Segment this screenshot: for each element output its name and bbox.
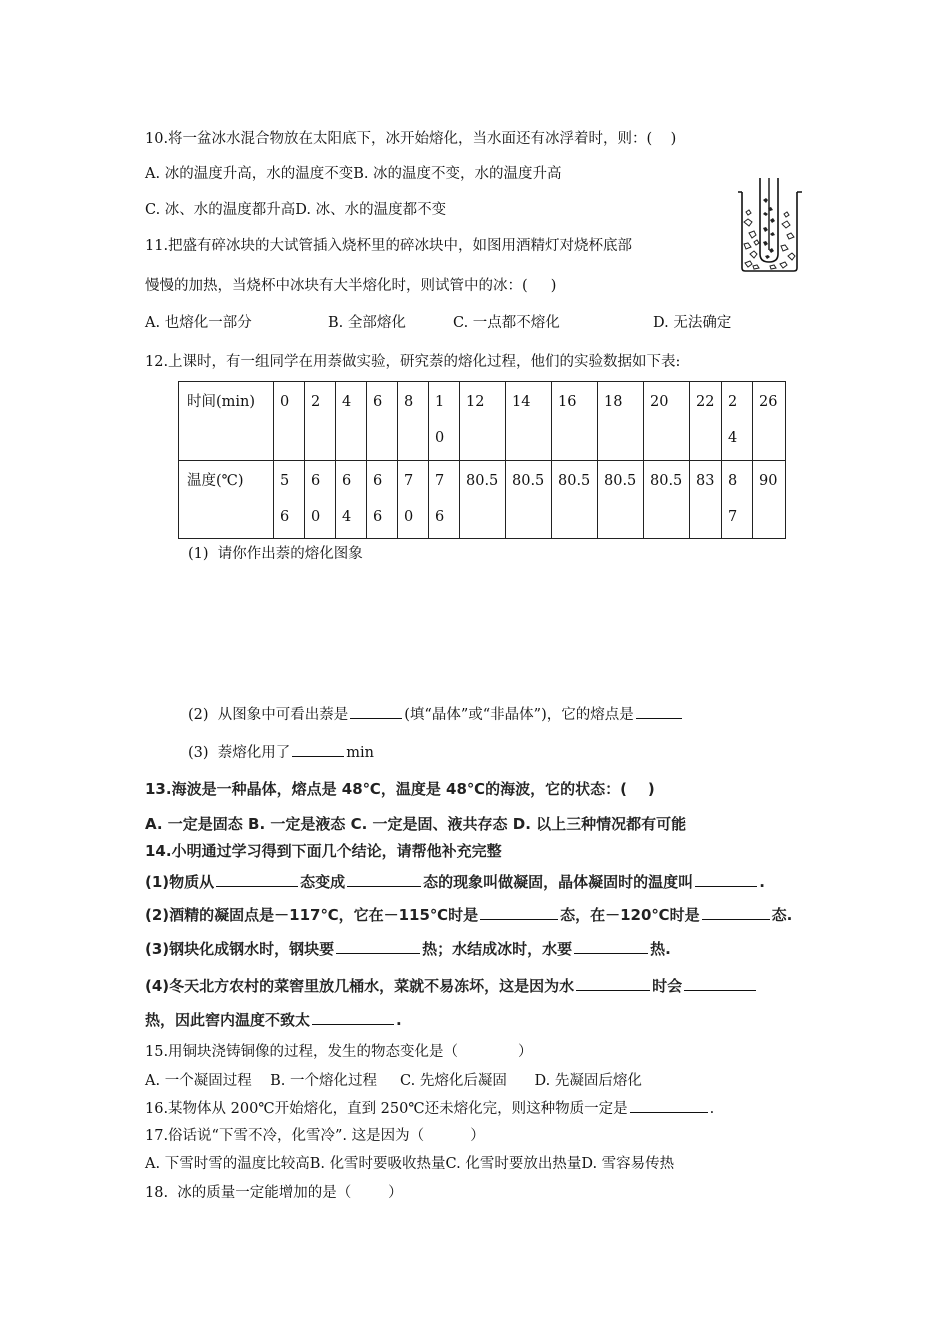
q17-options: A. 下雪时雪的温度比较高B. 化雪时要吸收热量C. 化雪时要放出热量D. 雪容易传热 — [145, 1156, 675, 1172]
q15-stem: 15.用铜块浇铸铜像的过程，发生的物态变化是（ ） — [145, 1044, 533, 1060]
time-cell: 6 — [367, 382, 398, 461]
time-cell: 22 — [690, 382, 722, 461]
q12-sub3: (3) 萘熔化用了 min — [188, 745, 374, 761]
time-cell: 20 — [644, 382, 690, 461]
temperature-cell: 76 — [429, 460, 460, 539]
temperature-cell: 56 — [274, 460, 305, 539]
q13-stem: 13.海波是一种晶体，熔点是 48℃，温度是 48℃的海波，它的状态：( ) — [145, 780, 655, 798]
q14-line5: 热，因此窖内温度不致太 . — [145, 1011, 402, 1029]
q14-line3: (3)钢块化成钢水时，钢块要 热；水结成冰时，水要 热. — [145, 940, 671, 958]
table-row-time — [179, 382, 786, 461]
beaker-figure — [732, 178, 810, 274]
temperature-cell: 80.5 — [506, 460, 552, 539]
q17-stem: 17.俗话说“下雪不冷，化雪冷”. 这是因为（ ） — [145, 1128, 485, 1144]
q11-option-b: B. 全部熔化 — [328, 315, 406, 331]
q14-line1: (1)物质从 态变成 态的现象叫做凝固，晶体凝固时的温度叫 . — [145, 873, 765, 891]
q13-options: A. 一定是固态 B. 一定是液态 C. 一定是固、液共存态 D. 以上三种情况都有可能 — [145, 815, 687, 833]
time-cell: 10 — [429, 382, 460, 461]
temperature-cell: 83 — [690, 460, 722, 539]
time-cell: 26 — [753, 382, 786, 461]
temperature-cell: 80.5 — [552, 460, 598, 539]
time-cell: 16 — [552, 382, 598, 461]
q14-line4: (4)冬天北方农村的菜窖里放几桶水，菜就不易冻坏，这是因为水 时会 — [145, 976, 758, 996]
temperature-cell: 64 — [336, 460, 367, 539]
time-cell: 24 — [722, 382, 753, 461]
temperature-cell: 66 — [367, 460, 398, 539]
temperature-cell: 70 — [398, 460, 429, 539]
q11-option-c: C. 一点都不熔化 — [453, 315, 560, 331]
time-header: 时间(min) — [179, 382, 274, 461]
q11-stem-line1: 11.把盛有碎冰块的大试管插入烧杯里的碎冰块中，如图用酒精灯对烧杯底部 — [145, 238, 633, 254]
q12-sub1: (1) 请你作出萘的熔化图象 — [188, 546, 363, 562]
time-cell: 18 — [598, 382, 644, 461]
temperature-cell: 80.5 — [598, 460, 644, 539]
q11-option-d: D. 无法确定 — [653, 315, 732, 331]
q11-option-a: A. 也熔化一部分 — [145, 315, 252, 331]
q18-stem: 18. 冰的质量一定能增加的是（ ） — [145, 1185, 403, 1201]
temperature-cell: 90 — [753, 460, 786, 539]
q14-line2: (2)酒精的凝固点是－117℃，它在－115℃时是 态，在－120℃时是 态. — [145, 906, 793, 924]
q12-stem: 12.上课时，有一组同学在用萘做实验，研究萘的熔化过程，他们的实验数据如下表: — [145, 354, 681, 370]
time-cell: 2 — [305, 382, 336, 461]
time-cell: 0 — [274, 382, 305, 461]
temperature-cell: 60 — [305, 460, 336, 539]
q10-options-cd: C. 冰、水的温度都升高D. 冰、水的温度都不变 — [145, 202, 447, 218]
table-row-temperature — [179, 460, 786, 539]
q15-options: A. 一个凝固过程 B. 一个熔化过程 C. 先熔化后凝固 D. 先凝固后熔化 — [145, 1073, 642, 1089]
temperature-cell: 80.5 — [644, 460, 690, 539]
melting-data-table — [178, 381, 786, 539]
time-cell: 4 — [336, 382, 367, 461]
q16-stem: 16.某物体从 200℃开始熔化，直到 250℃还未熔化完，则这种物质一定是 . — [145, 1101, 715, 1117]
q11-stem-line2: 慢慢的加热，当烧杯中冰块有大半熔化时，则试管中的冰：( ) — [145, 278, 557, 294]
temperature-header: 温度(℃) — [179, 460, 274, 539]
q14-stem: 14.小明通过学习得到下面几个结论，请帮他补充完整 — [145, 842, 502, 860]
q10-stem: 10.将一盆冰水混合物放在太阳底下，冰开始熔化，当水面还有冰浮着时，则：( ) — [145, 131, 677, 147]
q12-sub2: (2) 从图象中可看出萘是 (填“晶体”或“非晶体”)，它的熔点是 — [188, 705, 684, 725]
time-cell: 12 — [460, 382, 506, 461]
temperature-cell: 87 — [722, 460, 753, 539]
q10-options-ab: A. 冰的温度升高，水的温度不变B. 冰的温度不变，水的温度升高 — [145, 166, 562, 182]
time-cell: 14 — [506, 382, 552, 461]
time-cell: 8 — [398, 382, 429, 461]
temperature-cell: 80.5 — [460, 460, 506, 539]
